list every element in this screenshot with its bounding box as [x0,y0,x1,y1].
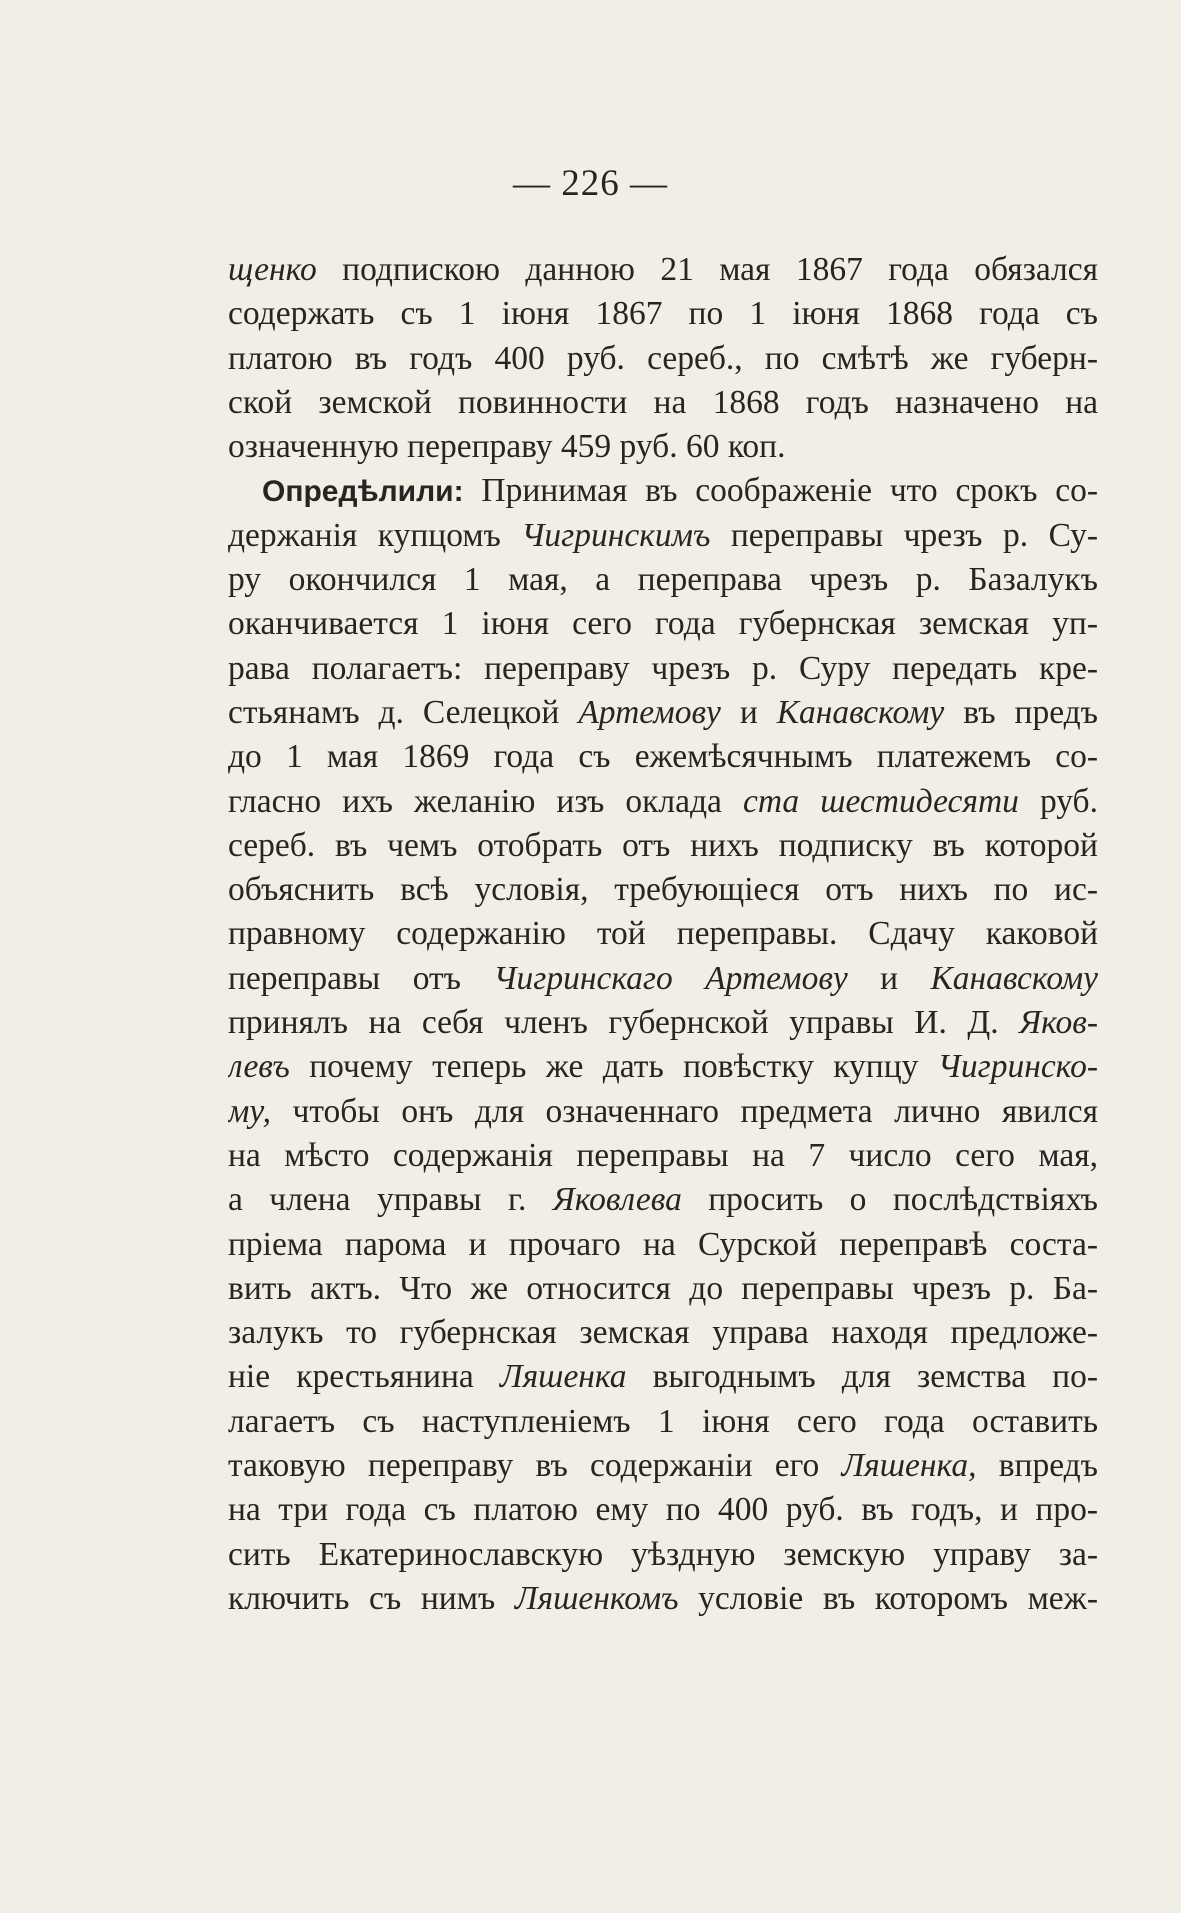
text-segment: ключить съ нимъ [228,1579,515,1617]
text-segment: Принимая въ соображеніе что срокъ со- [463,472,1098,510]
text-line [228,558,1098,602]
text-segment: почему теперь же дать повѣстку купцу [289,1048,938,1086]
italic-name: щенко [228,251,317,288]
text-line [228,1311,1098,1355]
text-line [228,1090,1098,1134]
italic-name: Канавскому [776,693,945,731]
text-segment: гласно ихъ желанію изъ оклада [228,782,743,820]
text-segment: руб. [1018,782,1098,820]
text-segment: пріема парома и прочаго на Сурской переправѣ соста- [228,1225,1098,1263]
italic-name: Чигринско- [937,1048,1098,1086]
text-line [228,735,1098,779]
italic-name: Чигринскаго Артемову [493,959,848,997]
italic-name: левъ [228,1048,290,1086]
text-segment: ру окончился 1 мая, а переправа чрезъ р. Базалукъ [228,561,1098,599]
text-line [228,1045,1098,1089]
text-segment: правному содержанію той переправы. Сдачу каковой [228,915,1098,953]
text-line [228,1577,1098,1621]
text-line [228,780,1098,824]
text-line [228,514,1098,558]
text-line [228,381,1098,425]
italic-name: Артемову [578,693,721,731]
text-segment: впредъ [976,1447,1098,1485]
text-segment: и [847,959,931,997]
text-segment: означенную переправу 459 руб. 60 коп. [228,428,786,466]
text-segment: въ предъ [944,693,1098,731]
text-line [228,824,1098,868]
text-segment: переправы отъ [228,959,494,997]
italic-name: му, [228,1092,271,1130]
text-segment: стьянамъ д. Селецкой [228,693,579,731]
text-line [228,1001,1098,1045]
body-text [228,248,1098,1621]
text-line [228,1533,1098,1577]
text-segment: сить Екатеринославскую уѣздную земскую управу за- [228,1535,1098,1573]
text-segment: объяснить всѣ условія, требующіеся отъ нихъ по ис- [228,871,1098,909]
text-segment: и [720,693,777,731]
text-segment: условіе въ которомъ меж- [678,1579,1098,1617]
text-line [228,248,1098,292]
text-segment: просить о послѣдствіяхъ [681,1181,1098,1219]
text-segment: сереб. въ чемъ отобрать отъ нихъ подписку въ которой [228,826,1098,864]
text-line [228,1400,1098,1444]
text-segment: подпискою данною 21 мая 1867 года обязался [316,251,1098,288]
text-segment: залукъ то губернская земская управа находя предложе- [228,1314,1098,1352]
text-segment: платою въ годъ 400 руб. сереб., по смѣтѣ же губерн- [228,339,1098,377]
italic-name: ста шестидесяти [742,782,1019,820]
text-segment: выгоднымъ для земства по- [626,1358,1098,1396]
text-line [228,1488,1098,1532]
text-segment: лагаетъ съ наступленіемъ 1 іюня сего года оставить [228,1402,1098,1440]
text-segment: до 1 мая 1869 года съ ежемѣсячнымъ платежемъ со- [228,738,1098,776]
section-label: Опредѣлили: [262,475,464,509]
italic-name: Ляшенка [499,1358,627,1396]
text-line [228,647,1098,691]
text-line [228,337,1098,381]
italic-name: Чигринскимъ [521,516,711,554]
page-number: — 226 — [513,163,668,204]
text-segment: принялъ на себя членъ губернской управы И. Д. [228,1004,1020,1042]
text-line [228,1134,1098,1178]
text-segment: оканчивается 1 іюня сего года губернская земская уп- [228,605,1098,643]
text-segment: рава полагаетъ: переправу чрезъ р. Суру передать кре- [228,649,1098,687]
italic-name: Канавскому [930,959,1098,997]
text-line [228,602,1098,646]
italic-name: Яков- [1019,1004,1098,1042]
text-segment: ніе крестьянина [228,1358,500,1396]
text-line [228,425,1098,469]
text-segment: на мѣсто содержанія переправы на 7 число сего мая, [228,1136,1098,1174]
text-line [228,1178,1098,1222]
text-line [228,868,1098,912]
text-segment: держанія купцомъ [228,516,522,554]
text-line [228,292,1098,336]
text-segment: содержать съ 1 іюня 1867 по 1 іюня 1868 года съ [228,295,1098,333]
italic-name: Ляшенкомъ [514,1579,679,1617]
text-line [228,957,1098,1001]
text-segment: таковую переправу въ содержаніи его [228,1447,842,1485]
italic-name: Ляшенка, [841,1447,977,1485]
text-line [228,469,1098,513]
text-line [228,691,1098,735]
text-segment: ской земской повинности на 1868 годъ назначено на [228,383,1098,421]
text-segment: вить актъ. Что же относится до переправы чрезъ р. Ба- [228,1269,1098,1307]
text-segment: чтобы онъ для означеннаго предмета лично явился [270,1092,1098,1130]
italic-name: Яковлева [552,1181,682,1219]
text-line [228,1267,1098,1311]
text-segment: а члена управы г. [228,1181,553,1219]
text-line [228,1444,1098,1488]
text-line [228,1223,1098,1267]
text-segment: переправы чрезъ р. Су- [710,516,1098,554]
text-line [228,1355,1098,1399]
text-segment: на три года съ платою ему по 400 руб. въ годъ, и про- [228,1491,1098,1529]
text-line [228,912,1098,956]
